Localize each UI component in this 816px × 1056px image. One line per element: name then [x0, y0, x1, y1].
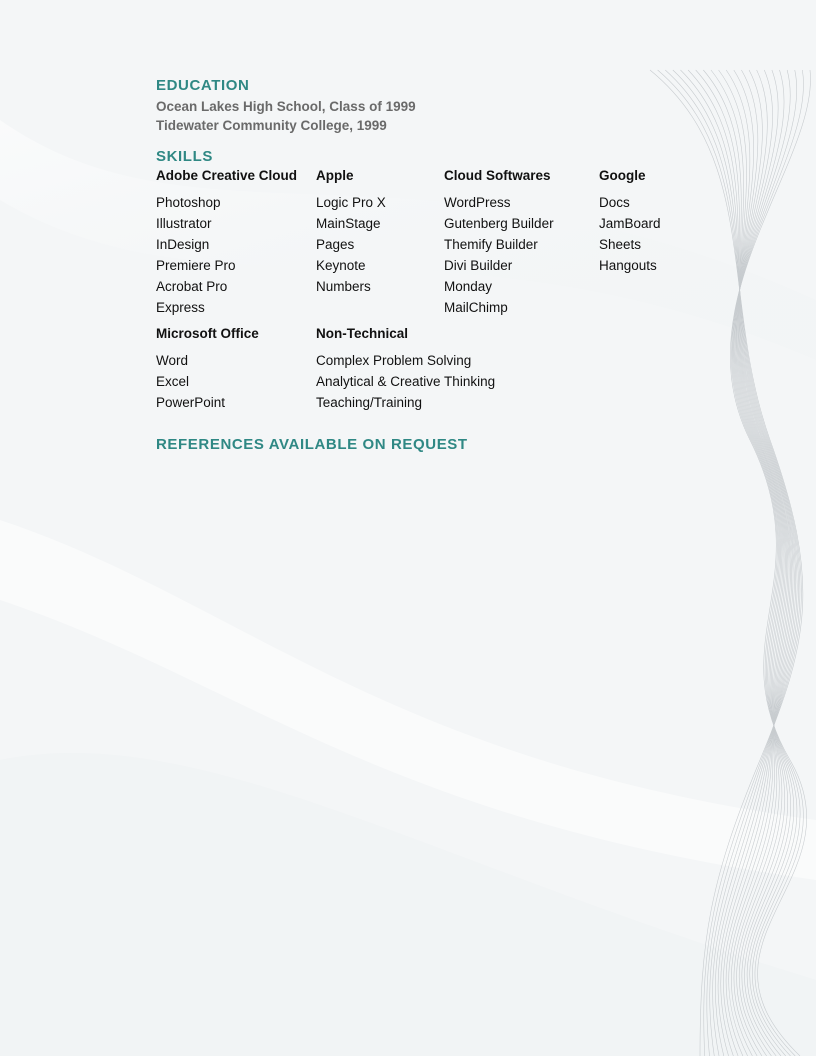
- skill-item: Analytical & Creative Thinking: [316, 374, 496, 389]
- skill-group-google: [599, 168, 661, 274]
- skill-group-title: Adobe Creative Cloud: [156, 168, 298, 183]
- skill-item: Word: [156, 353, 189, 368]
- skill-item: Complex Problem Solving: [316, 353, 472, 368]
- skills-heading: SKILLS: [156, 148, 213, 165]
- skill-item: PowerPoint: [156, 395, 226, 410]
- skill-group-title: Apple: [316, 168, 354, 183]
- skill-item: WordPress: [444, 195, 511, 210]
- skill-item: Illustrator: [156, 216, 212, 231]
- skill-item: Monday: [444, 279, 493, 294]
- skill-item: Premiere Pro: [156, 258, 236, 273]
- skill-group-title: Google: [599, 168, 646, 183]
- education-heading: EDUCATION: [156, 77, 250, 94]
- skill-item: Acrobat Pro: [156, 279, 228, 294]
- skill-item: Keynote: [316, 258, 366, 273]
- skill-item: Gutenberg Builder: [444, 216, 554, 231]
- skill-item: Docs: [599, 195, 630, 210]
- skill-item: Divi Builder: [444, 258, 513, 273]
- skill-group-title: Non-Technical: [316, 326, 409, 341]
- skill-item: JamBoard: [599, 216, 661, 231]
- skill-item: Sheets: [599, 237, 642, 252]
- skill-item: Photoshop: [156, 195, 221, 210]
- skill-item: InDesign: [156, 237, 210, 252]
- skill-item: Pages: [316, 237, 355, 252]
- skill-item: Excel: [156, 374, 190, 389]
- skill-item: MailChimp: [444, 300, 508, 315]
- skill-group-non-technical: [316, 326, 495, 411]
- skill-item: Express: [156, 300, 205, 315]
- skill-group-microsoft: [156, 326, 259, 411]
- skill-group-title: Cloud Softwares: [444, 168, 551, 183]
- skill-item: Logic Pro X: [316, 195, 386, 210]
- skill-group-cloud: [444, 168, 554, 316]
- skill-item: Numbers: [316, 279, 371, 294]
- skill-item: Teaching/Training: [316, 395, 423, 410]
- skill-item: Themify Builder: [444, 237, 538, 252]
- education-line-2: Tidewater Community College, 1999: [156, 118, 387, 133]
- skill-group-apple: [316, 168, 386, 295]
- skill-item: MainStage: [316, 216, 381, 231]
- references-heading: REFERENCES AVAILABLE ON REQUEST: [156, 436, 468, 453]
- education-line-1: Ocean Lakes High School, Class of 1999: [156, 99, 416, 114]
- skill-item: Hangouts: [599, 258, 657, 273]
- skill-group-title: Microsoft Office: [156, 326, 259, 341]
- skill-group-adobe: [156, 168, 297, 316]
